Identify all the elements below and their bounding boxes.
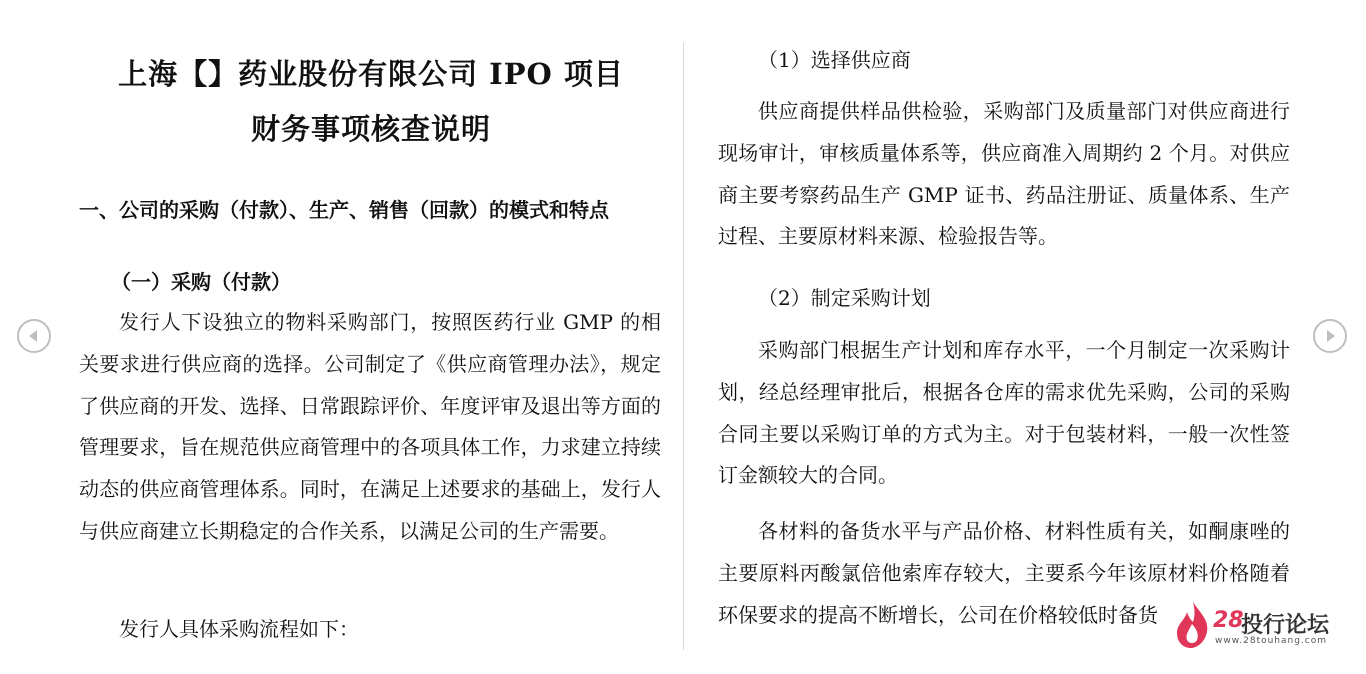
paragraph: 采购部门根据生产计划和库存水平，一个月制定一次采购计划，经总经理审批后，根据各仓库的需求优先采购，公司的采购合同主要以采购订单的方式为主。对于包装材料，一般一次性签订金额较大的合同。 bbox=[718, 338, 1290, 488]
paragraph: 发行人具体采购流程如下： bbox=[119, 617, 359, 641]
chevron-right-icon bbox=[1315, 321, 1345, 351]
subsection-heading: （一）采购（付款） bbox=[111, 270, 291, 294]
flame-icon bbox=[1173, 600, 1213, 650]
paragraph: 供应商提供样品供检验，采购部门及质量部门对供应商进行现场审计，审核质量体系等，供应商准入周期约 2 个月。对供应商主要考察药品生产 GMP 证书、药品注册证、质量体系、生产过程、主要原材料来源、检验报告等。 bbox=[718, 99, 1290, 249]
watermark-logo bbox=[1173, 600, 1343, 650]
watermark-text: 投行论坛 bbox=[1241, 613, 1330, 638]
next-page-button[interactable] bbox=[1313, 319, 1347, 353]
document-title-line1: 上海【】药业股份有限公司 IPO 项目 bbox=[118, 57, 624, 91]
watermark-number: 28 bbox=[1213, 608, 1244, 633]
watermark-url: www.28touhang.com bbox=[1215, 636, 1328, 646]
paragraph: 各材料的备货水平与产品价格、材料性质有关，如酮康唑的主要原料丙酸氯倍他索库存较大，主要系今年该原材料价格随着环保要求的提高不断增长，公司在价格较低时备货 bbox=[718, 519, 1290, 627]
previous-page-button[interactable] bbox=[17, 319, 51, 353]
step-heading: （1）选择供应商 bbox=[758, 48, 911, 72]
section-heading: 一、公司的采购（付款）、生产、销售（回款）的模式和特点 bbox=[79, 198, 609, 222]
page-divider bbox=[683, 42, 684, 650]
step-heading: （2）制定采购计划 bbox=[758, 286, 931, 310]
chevron-left-icon bbox=[19, 321, 49, 351]
document-title-line2: 财务事项核查说明 bbox=[250, 112, 491, 146]
paragraph: 发行人下设独立的物料采购部门，按照医药行业 GMP 的相关要求进行供应商的选择。公司制定了《供应商管理办法》，规定了供应商的开发、选择、日常跟踪评价、年度评审及退出等方面的管理要求，旨在规范供应商管理中的各项具体工作，力求建立持续动态的供应商管理体系。同时，在满足上述要求的基础上，发行人与供应商建立长期稳定的合作关系，以满足公司的生产需要。 bbox=[79, 310, 661, 543]
